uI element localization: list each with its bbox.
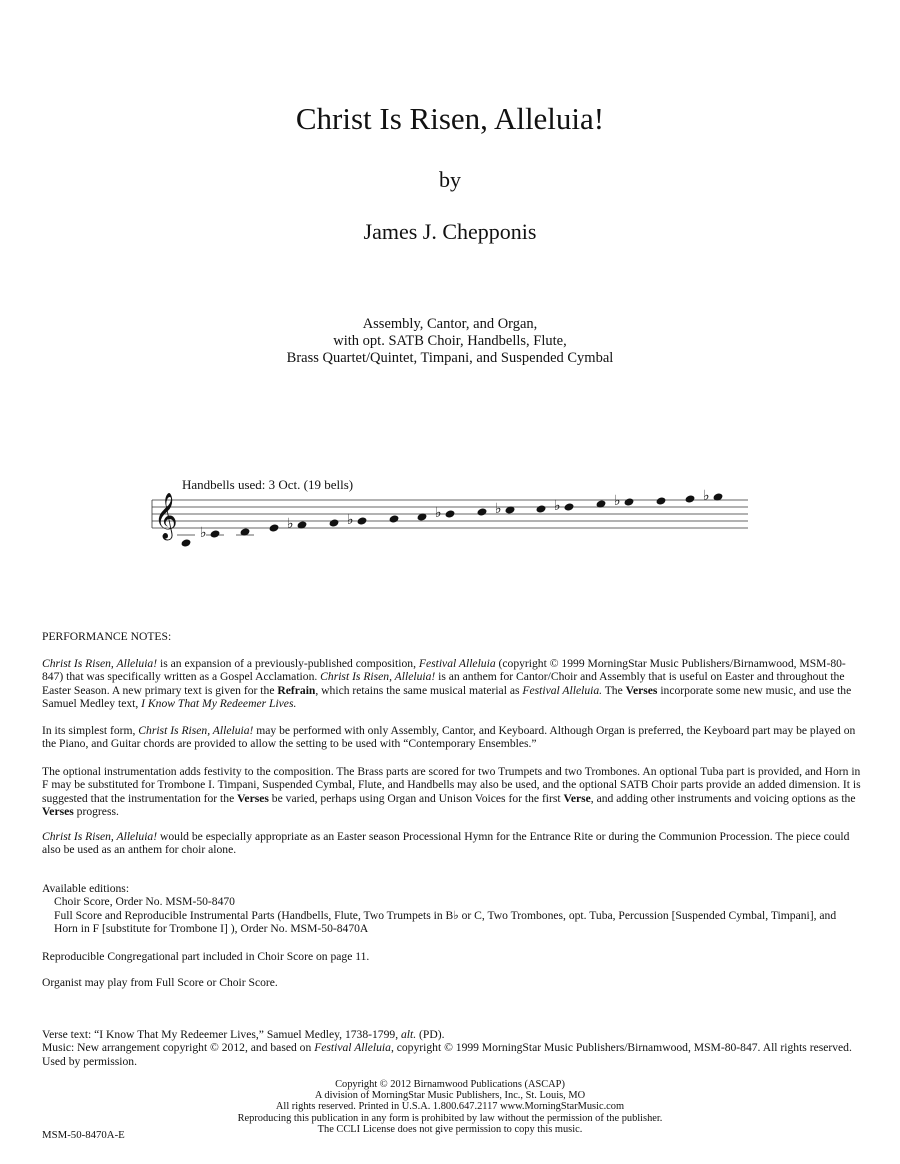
copyright-line: The CCLI License does not give permission to copy this music. [317,1123,583,1135]
by-line: by [439,167,461,192]
available-editions [42,882,862,936]
page-title: Christ Is Risen, Alleluia! [295,101,605,136]
notes-paragraph-4: Christ Is Risen, Alleluia! would be especially appropriate as an Easter season Processional Hymn for the Entrance Rite or during the Communion Procession. The piece could also be used as an anthem for choir alone. [42,830,850,857]
note-head [624,497,635,506]
product-number: MSM-50-8470A-E [42,1129,125,1141]
flat-icon: ♭ [554,498,561,514]
flat-icon: ♭ [703,488,710,504]
note-head [210,529,221,538]
instrumentation-line: Brass Quartet/Quintet, Timpani, and Suspended Cymbal [286,350,614,366]
flat-icon: ♭ [347,512,354,528]
copyright-line: All rights reserved. Printed in U.S.A. 1.800.647.2117 www.MorningStarMusic.com [275,1101,625,1113]
notes-paragraph-3: The optional instrumentation adds festivity to the composition. The Brass parts are scored for two Trumpets and two Trombones. An optional Tuba part is provided, and Horn in F may be substituted for Trombone I. Timpani, Suspended Cymbal, Flute, and Handbells may also be used, and the optional SATB Choir parts provide an added dimension. It is suggested that the instrumentation for the Verses be varied, perhaps using Organ and Unison Voices for the first Verse, and adding other instruments and voicing options as the Verses progress. [42,765,861,819]
instrumentation [0,316,900,367]
copyright-block [0,1079,900,1135]
edition-full-score: Full Score and Reproducible Instrumental Parts (Handbells, Flute, Two Trumpets in B♭ or C, Two Trombones, opt. Tuba, Percussion [Suspended Cymbal, Timpani], and Horn in F [substitute for Trombone I] ), Order No. MSM-50-8470A [54,908,837,936]
note-head [269,523,280,532]
edition-choir-score: Choir Score, Order No. MSM-50-8470 [54,895,235,909]
bell-notes [177,488,723,548]
copyright-line: A division of MorningStar Music Publishers, Inc., St. Louis, MO [314,1090,586,1102]
editions-heading: Available editions: [42,882,130,895]
composer-name: James J. Chepponis [363,219,537,244]
flat-icon: ♭ [200,525,207,541]
text-music-credits [42,1028,862,1068]
flat-icon: ♭ [435,505,442,521]
copyright-line: Copyright © 2012 Birnamwood Publications (ASCAP) [335,1079,565,1090]
notes-paragraph-1: Christ Is Risen, Alleluia! is an expansion of a previously-published composition, Festival Alleluia (copyright © 1999 MorningStar Music Publishers/Birnamwood, MSM-80-847) that was specifically written as a Gospel Acclamation. Christ Is Risen, Alleluia! is an anthem for Cantor/Choir and Assembly that is useful on Easter and throughout the Easter Season. A new primary text is given for the Refrain, which retains the same musical material as Festival Alleluia. The Verses incorporate some new music, and use the Samuel Medley text, I Know That My Redeemer Lives. [42,657,852,711]
performance-notes-heading: PERFORMANCE NOTES: [42,630,172,643]
note-head [564,502,575,511]
copyright-line: Reproducing this publication in any form is prohibited by law without the permission of the publisher. [237,1112,663,1124]
organist-note: Organist may play from Full Score or Choir Score. [42,976,278,989]
note-head [477,507,488,516]
notes-paragraph-2: In its simplest form, Christ Is Risen, Alleluia! may be performed with only Assembly, Cantor, and Keyboard. Although Organ is preferred, the Keyboard part may be played on the Piano, and Guitar chords are provided to allow the setting to be used with “Contemporary Ensembles.” [42,724,856,751]
verse-text-credit: Verse text: “I Know That My Redeemer Lives,” Samuel Medley, 1738-1799, alt. (PD). [42,1028,445,1041]
reproducible-note: Reproducible Congregational part included in Choir Score on page 11. [42,950,370,963]
handbells-caption: Handbells used: 3 Oct. (19 bells) [182,477,354,492]
flat-icon: ♭ [495,501,502,517]
note-head [536,504,547,513]
note-head [685,494,696,503]
note-head [656,496,667,505]
note-head [389,514,400,523]
note-head [329,518,340,527]
instrumentation-line: Assembly, Cantor, and Organ, [362,316,538,332]
note-head [357,516,368,525]
treble-clef-icon: 𝄞 [154,493,178,539]
note-head [445,509,456,518]
flat-icon: ♭ [287,516,294,532]
music-credit: Music: New arrangement copyright © 2012, and based on Festival Alleluia, copyright © 1999 MorningStar Music Publishers/Birnamwood, MSM-80-847. All rights reserved. Used by permission. [42,1041,852,1068]
instrumentation-line: with opt. SATB Choir, Handbells, Flute, [333,333,567,349]
flat-icon: ♭ [614,493,621,509]
note-head [181,538,192,547]
handbell-range-staff [150,476,750,556]
